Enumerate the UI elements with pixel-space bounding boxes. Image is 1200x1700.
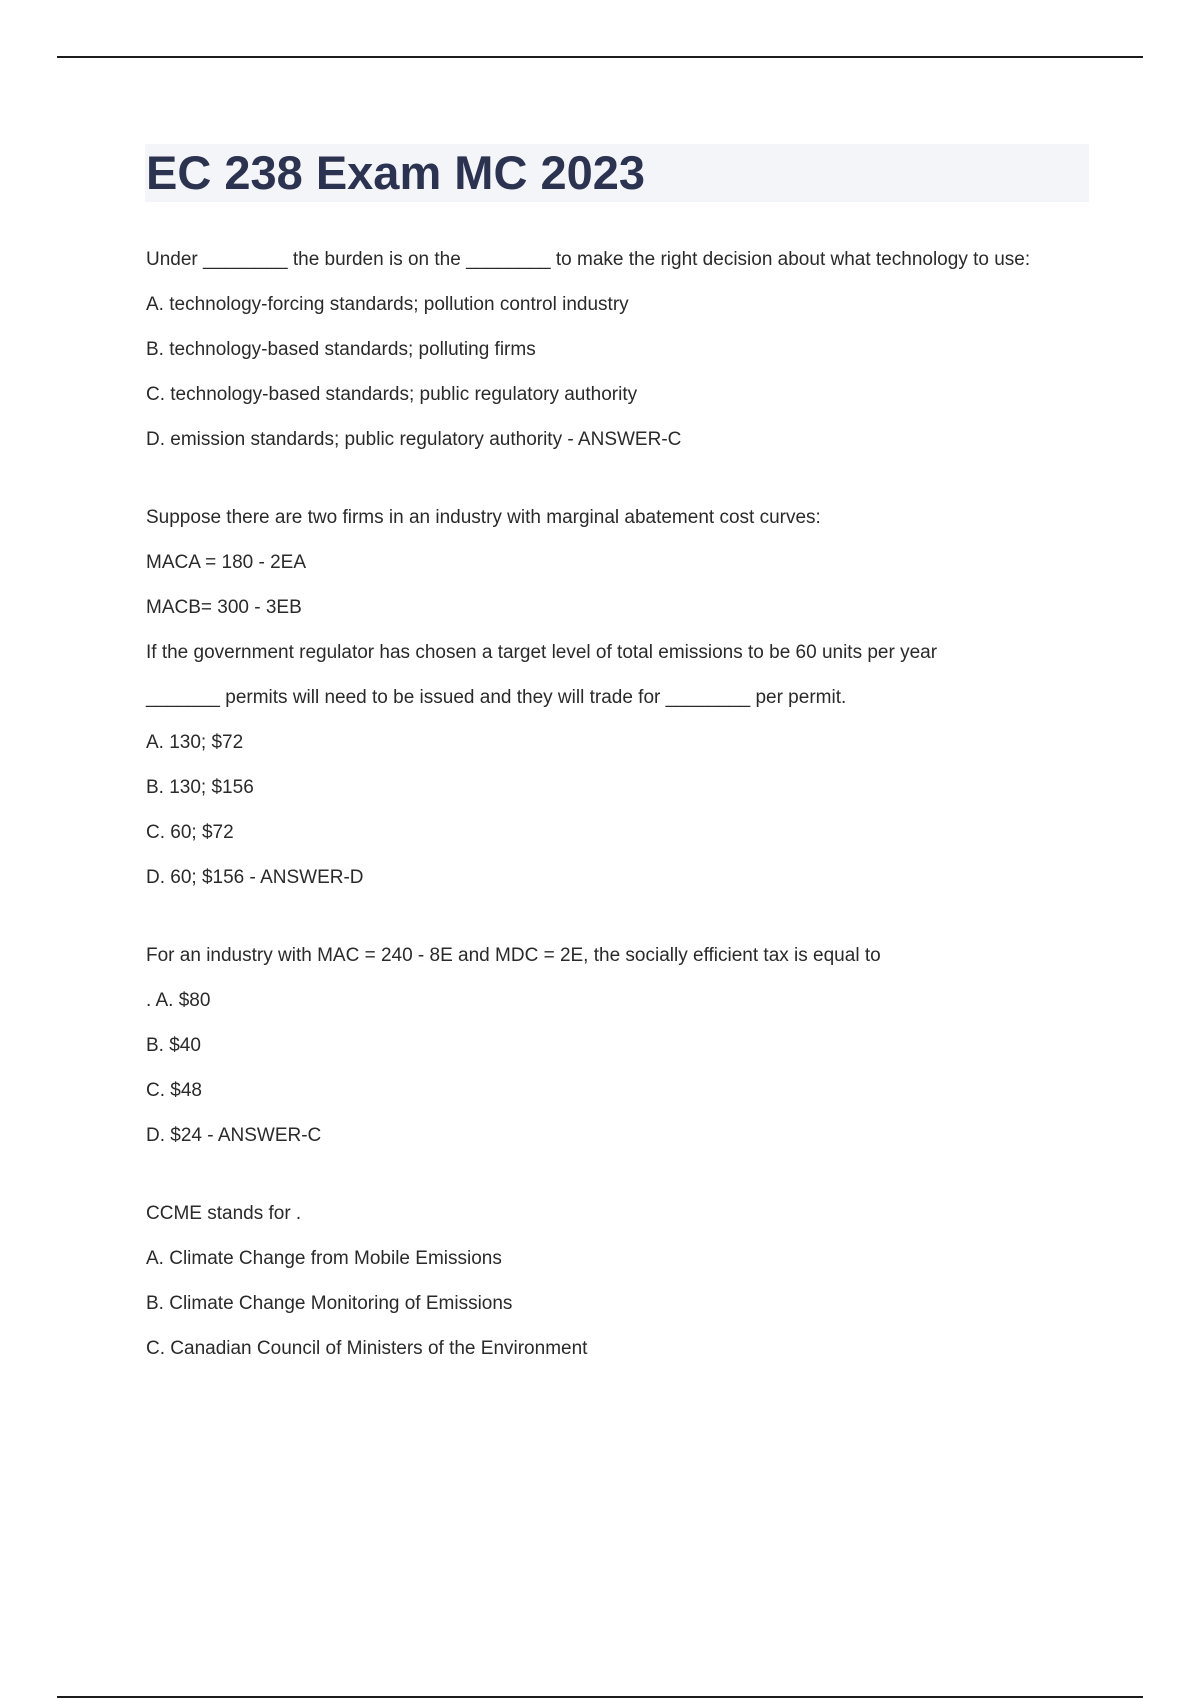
question-2-option-a: A. 130; $72 (146, 732, 244, 753)
question-4-option-a: A. Climate Change from Mobile Emissions (146, 1248, 502, 1269)
question-3 (146, 941, 1076, 1151)
bottom-rule (57, 1696, 1143, 1698)
question-3-option-d: D. $24 - ANSWER-C (146, 1125, 322, 1146)
question-1-option-d: D. emission standards; public regulatory authority - ANSWER-C (146, 429, 682, 450)
question-2-option-b: B. 130; $156 (146, 777, 254, 798)
question-1-option-c: C. technology-based standards; public regulatory authority (146, 384, 638, 405)
question-2-condition: If the government regulator has chosen a target level of total emissions to be 60 units per year (146, 642, 938, 663)
question-2-option-c: C. 60; $72 (146, 822, 234, 843)
question-2-stem: Suppose there are two firms in an industry with marginal abatement cost curves: (146, 507, 821, 528)
question-2-equation-b: MACB= 300 - 3EB (146, 597, 302, 618)
question-1-stem: Under ________ the burden is on the ________ to make the right decision about what technology to use: (146, 249, 1031, 270)
question-2-equation-a: MACA = 180 - 2EA (146, 552, 306, 573)
question-3-option-c: C. $48 (146, 1080, 202, 1101)
question-2 (146, 503, 1076, 893)
question-1 (146, 245, 1076, 455)
question-2-prompt: _______ permits will need to be issued and they will trade for ________ per permit. (146, 687, 847, 708)
question-3-option-a: . A. $80 (146, 990, 211, 1011)
document-body (146, 245, 1076, 1379)
top-rule (57, 56, 1143, 58)
question-4 (146, 1199, 1076, 1364)
question-4-option-c: C. Canadian Council of Ministers of the Environment (146, 1338, 588, 1359)
document-title: EC 238 Exam MC 2023 (146, 146, 646, 199)
question-4-stem: CCME stands for . (146, 1203, 302, 1224)
question-2-option-d: D. 60; $156 - ANSWER-D (146, 867, 364, 888)
question-4-option-b: B. Climate Change Monitoring of Emissions (146, 1293, 513, 1314)
question-3-option-b: B. $40 (146, 1035, 201, 1056)
question-3-stem: For an industry with MAC = 240 - 8E and MDC = 2E, the socially efficient tax is equal to (146, 945, 881, 966)
question-1-option-a: A. technology-forcing standards; pollution control industry (146, 294, 629, 315)
question-1-option-b: B. technology-based standards; polluting firms (146, 339, 536, 360)
